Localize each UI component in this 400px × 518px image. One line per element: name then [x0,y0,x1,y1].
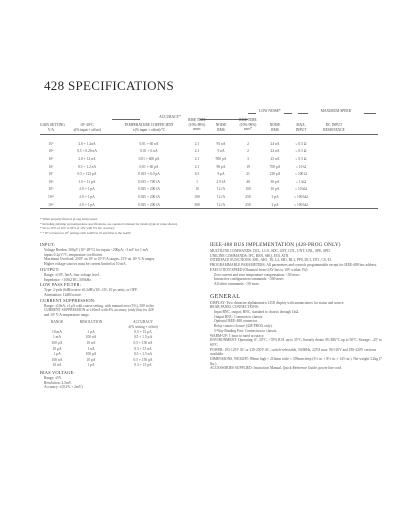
range-table-row [40,346,200,352]
range-table-cell: 100 nA [85,335,97,340]
table-cell: 300 [194,202,200,207]
table-cell: 2.1 [194,141,200,146]
table-cell: 0.015 + 700 fA [138,179,160,184]
footnotes [40,217,360,235]
table-cell: 1.0 + 11 pA [78,179,96,184]
range-table-row [40,357,200,363]
table-cell: 10⁶ [48,164,54,169]
footnote: * Set to 50% of 10V to 90% of 10V with 5% DC accuracy. [40,226,116,231]
table-cell: ≤ 10 kΩ [295,187,307,192]
table-cell: 95 nA [216,141,226,146]
table-row [40,201,380,209]
table-cell: 10¹¹ [48,202,54,207]
col-header-accuracy-range: 18°-28°C ±(% input + offset) [73,123,101,132]
table-cell: 24 nA [270,141,280,146]
group-header-low-noise: LOW NOISE* [256,109,284,114]
spec-table [40,109,380,209]
range-table-cell: 10 nA [86,340,96,345]
col-header-rise-time-low-noise: RISE TIME (10%-90%) msec [188,118,206,132]
range-table-cell: 100 nA [51,357,63,362]
table-row [40,170,380,178]
table-cell: 24 nA [270,149,280,154]
table-cell: 21 [246,172,250,177]
table-row [40,178,380,186]
page-title: 428 SPECIFICATIONS [44,78,175,93]
table-cell: 10⁹ [48,187,54,192]
range-table-cell: 1 nA [87,346,95,351]
table-cell: 40 [246,179,250,184]
table-cell: 10³ [48,141,54,146]
table-cell: 2.9 fA [216,179,226,184]
range-table-cell: 100 µA [51,340,63,345]
table-cell: 12 fA [216,194,226,199]
general-text: DISPLAY: Two character alphanumeric LED display with annunciators for status and source. REAR PANEL CONNECTIONS: Input BNC, output; BNC, standard to chassis through 1kΩ. Output BNC: Common to chassis. Optional IEEE-488 connector. Relay contact closure (428-PROG only). 5-Way Binding Post: Connection to chassis. WARM-UP: 1 hour to rated accuracy. ENVIRONMENT: Operating: 0°–50°C, <70% R.H. up to 35°C; linearly derate 3% RH/°C up to 50°C. Storage: –25° to 60°C. POWER: 105-125V AC or 210-250V AC, switch-selectable, 50/60Hz, 22VA max. 90-110V and 180-220V versions available. DIMENSIONS, WEIGHT: 89mm high × 216mm wide × 359mm deep (3½ in. × 8½ in. × 14½ in.). Net weight 3.2kg (7 lbs.). ACCESSORIES SUPPLIED: Instruction Manual, Quick Reference Guide, power line cord. [210,300,383,371]
table-cell: 10 [195,187,199,192]
table-cell: 98 pA [216,164,226,169]
left-column [40,242,200,390]
table-cell: 0.5 [194,172,200,177]
table-cell: 250 [245,202,251,207]
table-cell: 2.0 + 1 pA [79,202,95,207]
table-cell: ≤ 10 Ω [295,164,307,169]
table-cell: ≤ 100 Ω [295,172,307,177]
table-cell: 0.025 + 200 fA [138,202,160,207]
range-table-cell: 10 nA [52,363,62,368]
table-cell: 2.0 + 1 pA [79,194,95,199]
range-table-cell: 1 µA [53,352,61,357]
range-table-cell: 0.5 + 15 nA [134,346,152,351]
current-suppression-text: Range: ±10nA, ±1µA with coarse setting, with manual zero (1%), 500 to the CURRENT SUPPRESSION at ±10mA with 4% accuracy (only) but for 428 and 10⁵ V/A temperature range. [44,303,154,318]
range-table-cell: 1 pA [87,363,95,368]
table-cell: 19 [246,164,250,169]
table-cell: 10⁷ [48,172,54,177]
right-column [210,242,390,371]
section-heading-ieee-488: IEEE-488 BUS IMPLEMENTATION (428-PROG ONLY) [210,242,341,248]
table-cell: 900 pA [215,156,227,161]
col-header-noise-max-speed: NOISE RMS [269,123,281,132]
table-cell: ≤ 1 kΩ [295,179,307,184]
section-heading-general: GENERAL [210,292,241,300]
table-cell: ≤ 0.5 Ω [295,156,307,161]
table-cell: 0.01 + 60 nA [139,141,159,146]
table-cell: 25 nA [270,156,280,161]
range-table-cell: 10 pA [86,357,96,362]
table-cell: 10⁸ [48,179,54,184]
table-cell: 0.015 + 6.0 pA [138,172,160,177]
range-table-cell: 0.5 + 150 nA [133,340,153,345]
col-header-rise-time-max-speed: RISE TIME (10%-90%) nsec* [239,118,257,132]
range-table-cell: 0.5 + 1.5 nA [133,352,153,357]
range-table-row [40,362,200,368]
col-header-dc-input-resistance: DC INPUT RESISTANCE [323,123,345,132]
section-heading-low-pass-filter: LOW PASS FILTER: [40,282,82,288]
range-table-header: RANGE RESOLUTION ACCURACY [50,320,153,325]
table-cell: 0.025 + 200 fA [138,194,160,199]
range-table-cell: 1 mA [52,335,62,340]
table-cell: 250 [245,194,251,199]
footnote: * When properly filtered. (Long term) stated. [40,217,98,221]
table-cell: 1 [196,179,198,184]
group-header-accuracy: ACCURACY* [140,115,200,120]
range-table-row [40,335,200,341]
range-table-cell: 1 µA [87,329,95,334]
table-cell: 10⁴ [48,149,54,154]
range-table-cell: 0.5 + 15 µA [134,329,152,334]
table-row [40,163,380,171]
table-cell: 2 [247,149,249,154]
current-suppression-table: RANGE RESOLUTION ACCURACY ±(% setting + offset) 10 mA 1 µA 0.5 + 15 µA 1 mA 100 nA 0.5 + 1.5 µA 100 µA 10 nA 0.5 + 150 nA 10 µA 1 nA 0.5 + 15 nA 1 µA 100 pA 0.5 + 1.5 nA 100 nA 10 pA 0.5 + 150 pA 10 nA 1 pA 0.5 + 15 pA [40,320,200,368]
table-cell: 2.0 + 1.2nA [78,141,96,146]
spec-table-body [40,140,380,208]
table-cell: 100 [194,194,200,199]
ieee-488-text: MULTILINE COMMANDS: DCL, LLO, SDC, GET, GTL, UNT, UNL, SPE, SPD. UNILINE COMMANDS: IFC, REN, SRQ, EOI, ATN. INTERFACE FUNCTIONS: SH1, AH1, T6, L4, SR1, RL1, PP0, DC1, DT1, C0, E1. PROGRAMMABLE PARAMETERS: All parameters and controls programmable except for IEEE-488 bus address. EXECUTION SPEED (Obtained from GAV bus to 10V within 1%): Zero current and zero temperature compensation: <50 msec. Interactive configuration commands: <500 msec. All other commands: <50 msec. [210,249,378,286]
table-cell: ≤ 100 kΩ [294,194,308,199]
range-table-cell: 0.5 + 1.5 µA [133,335,153,340]
range-table-row [40,329,200,335]
table-row [40,186,380,194]
table-cell: 0.01 + 600 pA [138,156,160,161]
spec-table-header [40,109,380,140]
table-cell: 3 pA [271,194,279,199]
section-heading-input: INPUT: [40,242,56,247]
table-row [40,140,380,148]
col-header-gain: GAIN SETTING V/A [40,123,65,132]
range-table-cell: 100 pA [85,352,97,357]
table-cell: 0.5 + 0.20 nA [77,149,97,154]
table-cell: 10 pA [270,187,280,192]
table-cell: 230 pA [269,172,281,177]
table-cell: 12 fA [216,187,226,192]
table-cell: ≤ 100 kΩ [294,202,308,207]
table-cell: 2 [247,141,249,146]
table-cell: 2 pA [271,202,279,207]
table-cell: 100 [245,187,251,192]
range-table-cell: 10 mA [52,329,62,334]
col-header-noise-low-noise: NOISE RMS [215,123,227,132]
input-text: Voltage Burden: 200µV (10°-28°C) for inputs <200µA; <1mV for 1 mA inputs 0.2µV/°C temperature coefficient. Maximum Overload: 250V on 10³ to 10⁵V/A ranges; 15V on 10⁶ V/A ranges. Higher voltage sources must be current limited at 10 mA. [44,248,156,267]
table-cell: 3 [247,156,249,161]
output-text: Range: ±10V, 5mA, four voltage level. Impedance: <100Ω DC–500kHz. [44,272,100,282]
table-row [40,148,380,156]
col-header-temp-coefficient: TEMPERATURE COEFFICIENT ±(% input + offset)/°C [124,123,174,132]
table-cell: 2.0 + 1 pA [79,187,95,192]
group-header-maximum-speed: MAXIMUM SPEED [308,109,364,114]
table-cell: 0.025 + 200 fA [138,187,160,192]
range-table-cell: 0.5 + 15 pA [134,363,152,368]
section-heading-output: OUTPUT: [40,266,60,272]
range-table-row [40,340,200,346]
col-header-max-input: MAX. INPUT [295,123,307,132]
range-table-cell: 10 µA [52,346,62,351]
table-cell: 2.1 [194,156,200,161]
table-cell: 0.01 + 60 pA [139,164,159,169]
table-cell: 2.1 [194,149,200,154]
section-heading-bias-voltage: BIAS VOLTAGE: [40,370,75,376]
table-row [40,155,380,163]
table-cell: 2.1 [194,164,200,169]
table-cell: 700 pA [269,164,281,169]
table-cell: 30 pA [270,179,280,184]
table-cell: 12 fA [216,202,226,207]
table-cell: 0.5 + 1.2 nA [77,164,97,169]
table-cell: ≤ 0.5 Ω [295,141,307,146]
footnote: * * D* is based on 10° settings with GAIN in 10 and filter is the GAIN [40,230,131,235]
table-cell: 0.01 + 6 nA [140,149,158,154]
bias-voltage-text: Range: ±5V. Resolution: 2.5mV. Accuracy: ±(0.2% + 2mV). [44,376,84,390]
table-cell: 0.5 + 122 pA [77,172,97,177]
table-cell: 9 pA [217,172,225,177]
range-table-row [40,351,200,357]
section-heading-current-suppression: CURRENT SUPPRESSION: [40,297,96,303]
low-pass-filter-text: Type: 2-pole (6dB/octave ±0.2dB) (10³–10⁵; 10 µs unity, or OFF. Attenuation: 12dB/octave. [44,288,138,297]
table-cell: 10¹⁰ [47,194,55,199]
table-cell: 2.0 + 12 nA [78,156,96,161]
range-table-cell: 0.5 + 150 pA [133,357,153,362]
footnote: * Including defining and temperature specifications, see operator's manual for details (typical value shown). [40,221,178,226]
table-cell: 10⁵ [48,156,54,161]
table-cell: ≤ 0.5 Ω [295,149,307,154]
table-cell: 9 nA [217,149,225,154]
table-row [40,193,380,201]
